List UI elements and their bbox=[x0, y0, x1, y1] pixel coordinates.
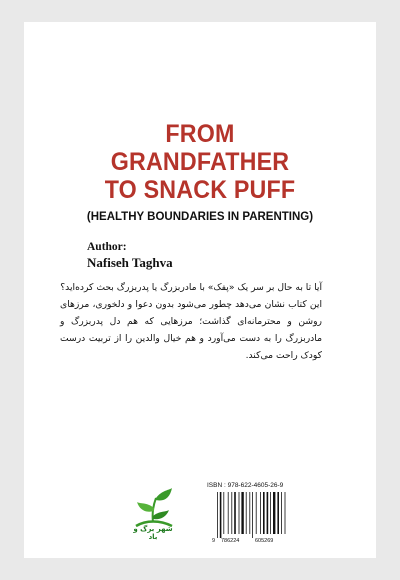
barcode-bar bbox=[273, 492, 275, 534]
barcode-digit-first: 9 bbox=[212, 538, 216, 544]
isbn-barcode bbox=[211, 492, 289, 544]
back-cover bbox=[24, 22, 376, 558]
publisher-name: شهر برگ و باد bbox=[133, 525, 173, 541]
barcode-digit-group-2: 605269 bbox=[255, 538, 274, 544]
barcode-bar bbox=[260, 492, 261, 534]
barcode-bar bbox=[239, 492, 240, 534]
title-line-2: GRANDFATHER bbox=[110, 148, 290, 176]
author-label: Author: bbox=[87, 241, 127, 253]
blurb-paragraph-2: این کتاب نشان می‌دهد چطور می‌شود بدون دعوا و دلخوری، مرزهای روشن و محترمانه‌ای گذاشت؛ مرزهایی که هم دل پدربزرگ و مادربزرگ را به دست می‌آورد و هم خیال والدین را از تربیت درست کودک راحت می‌کند. bbox=[60, 299, 322, 361]
barcode-bar bbox=[277, 492, 279, 534]
barcode-bar bbox=[228, 492, 229, 534]
barcode-bar bbox=[281, 492, 282, 534]
author-name: Nafiseh Taghva bbox=[87, 255, 173, 270]
barcode-bar bbox=[267, 492, 269, 534]
title-line-3: TO SNACK PUFF bbox=[104, 176, 296, 204]
book-subtitle: (HEALTHY BOUNDARIES IN PARENTING) bbox=[86, 211, 314, 223]
barcode-digit-group-1: 786224 bbox=[221, 538, 240, 544]
barcode-bar bbox=[231, 492, 232, 534]
barcode-bar bbox=[252, 492, 253, 538]
book-title bbox=[36, 120, 363, 204]
blurb bbox=[60, 279, 322, 364]
barcode-bar bbox=[249, 492, 250, 534]
barcode-bar bbox=[246, 492, 247, 534]
barcode-bar bbox=[234, 492, 236, 534]
title-line-1: FROM bbox=[165, 120, 235, 148]
blurb-paragraph-1: آیا تا به حال بر سر یک «پفک» با مادربزرگ یا پدربزرگ بحث کرده‌اید؟ bbox=[60, 282, 322, 293]
barcode-bar bbox=[223, 492, 224, 534]
barcode-bar bbox=[220, 492, 222, 538]
barcode-bars bbox=[217, 492, 285, 538]
barcode-bar bbox=[270, 492, 271, 534]
barcode-bar bbox=[263, 492, 265, 534]
barcode-bar bbox=[241, 492, 243, 534]
barcode-bar bbox=[285, 492, 286, 534]
barcode-bar bbox=[217, 492, 218, 538]
barcode-bar bbox=[256, 492, 257, 534]
isbn-text: ISBN : 978-622-4605-26-9 bbox=[207, 482, 284, 489]
